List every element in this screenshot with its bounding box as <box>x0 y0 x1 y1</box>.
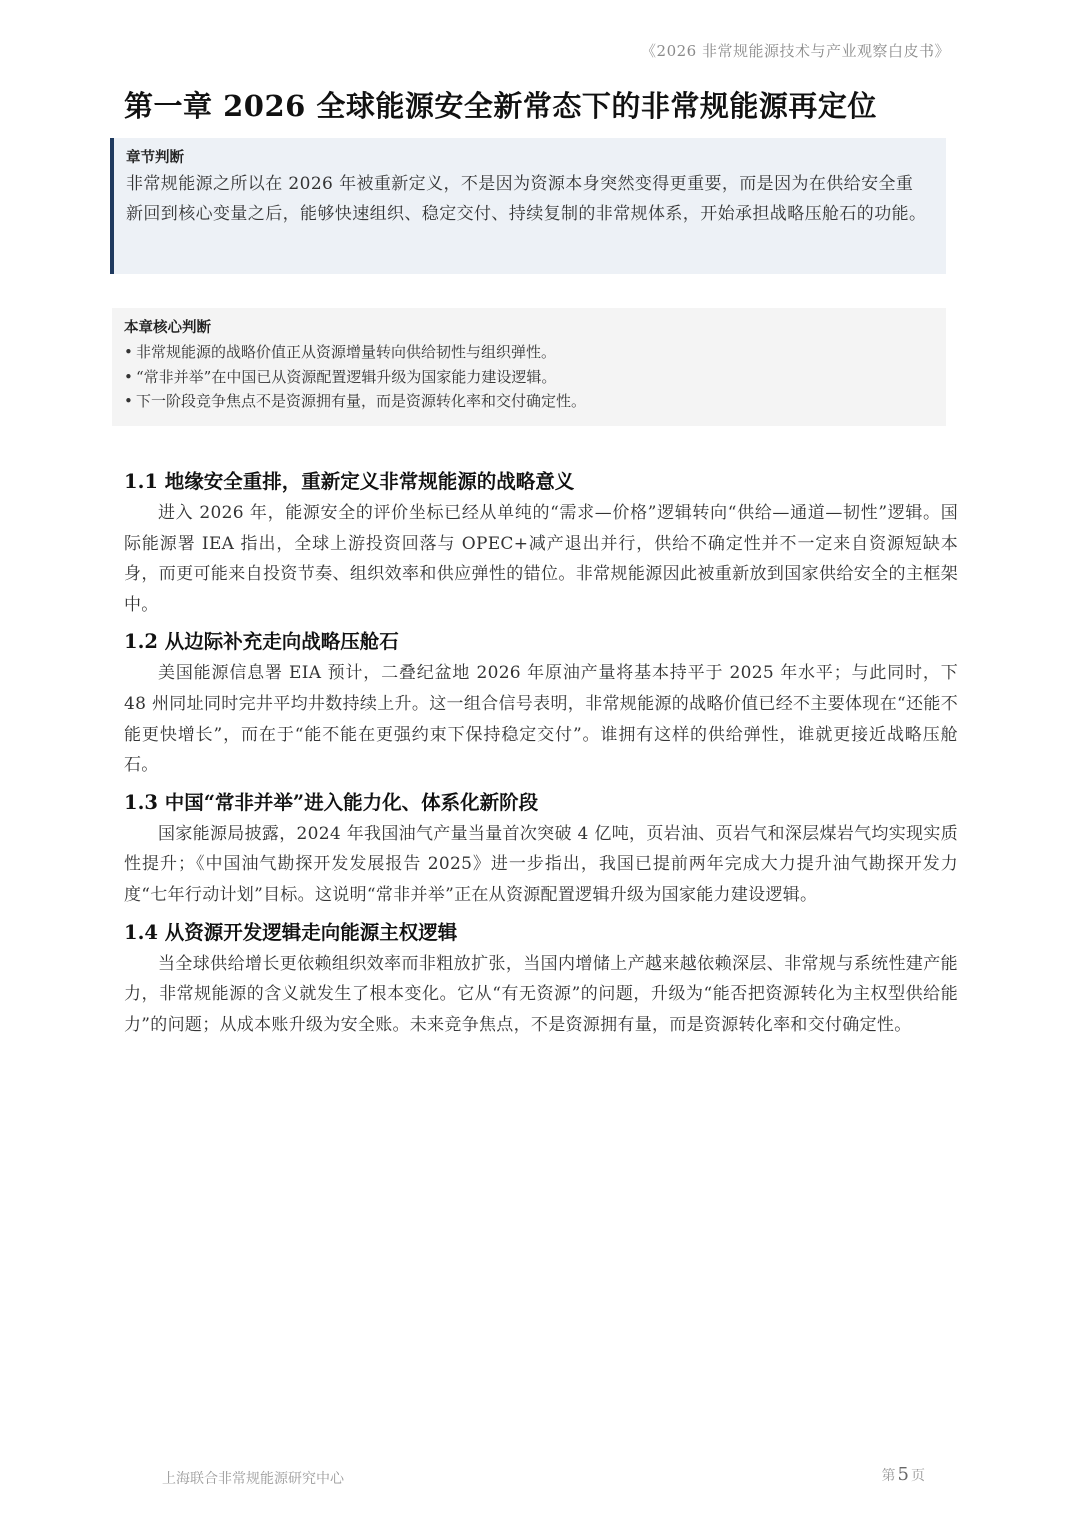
core-judgment-text: 非常规能源的战略价值正从资源增量转向供给韧性与组织弹性。 <box>136 343 557 361</box>
core-judgment-item <box>124 340 928 365</box>
chapter-judgment-callout <box>110 138 946 274</box>
chapter-judgment-title: 章节判断 <box>126 149 184 166</box>
section-heading: 1.3 中国“常非并举”进入能力化、体系化新阶段 <box>124 790 539 814</box>
bullet-icon: • <box>124 367 133 386</box>
core-judgments-list <box>124 340 928 414</box>
page-prefix: 第 <box>881 1468 896 1484</box>
running-header-title: 《2026 非常规能源技术与产业观察白皮书》 <box>641 42 950 60</box>
section-1-3 <box>124 787 958 911</box>
page-number: 5 <box>897 1464 909 1485</box>
core-judgment-text: 下一阶段竞争焦点不是资源拥有量，而是资源转化率和交付确定性。 <box>136 392 587 410</box>
section-body: 国家能源局披露，2024 年我国油气产量当量首次突破 4 亿吨，页岩油、页岩气和深层煤岩气均实现实质性提升；《中国油气勘探开发发展报告 2025》进一步指出，我国已提前两年完成大力提升油气勘探开发力度“七年行动计划”目标。这说明“常非并举”正在从资源配置逻辑升级为国家能力建设逻辑。 <box>124 823 958 905</box>
footer-organization: 上海联合非常规能源研究中心 <box>162 1471 344 1487</box>
section-heading: 1.2 从边际补充走向战略压舱石 <box>124 630 399 654</box>
chapter-judgment-text: 非常规能源之所以在 2026 年被重新定义，不是因为资源本身突然变得更重要，而是因为在供给安全重新回到核心变量之后，能够快速组织、稳定交付、持续复制的非常规体系，开始承担战略压舱石的功能。 <box>126 174 927 224</box>
core-judgment-item <box>124 365 928 390</box>
bullet-icon: • <box>124 343 133 361</box>
section-1-4 <box>124 917 958 1041</box>
section-heading: 1.4 从资源开发逻辑走向能源主权逻辑 <box>124 920 458 944</box>
section-heading: 1.1 地缘安全重排，重新定义非常规能源的战略意义 <box>124 470 575 493</box>
section-body: 当全球供给增长更依赖组织效率而非粗放扩张，当国内增储上产越来越依赖深层、非常规与系统性建产能力，非常规能源的含义就发生了根本变化。它从“有无资源”的问题，升级为“能否把资源转化为主权型供给能力”的问题；从成本账升级为安全账。未来竞争焦点，不是资源拥有量，而是资源转化率和交付确定性。 <box>124 953 958 1035</box>
core-judgment-text: “常非并举”在中国已从资源配置逻辑升级为国家能力建设逻辑。 <box>136 367 557 386</box>
core-judgments-callout <box>112 308 946 426</box>
bullet-icon: • <box>124 392 133 410</box>
section-1-1 <box>124 466 958 620</box>
chapter-content <box>124 466 958 1046</box>
page-suffix: 页 <box>911 1468 925 1484</box>
section-1-2 <box>124 626 958 780</box>
chapter-title: 第一章 2026 全球能源安全新常态下的非常规能源再定位 <box>124 89 877 123</box>
footer-page-indicator <box>882 1464 925 1485</box>
core-judgment-item <box>124 389 928 414</box>
section-body: 美国能源信息署 EIA 预计，二叠纪盆地 2026 年原油产量将基本持平于 2025 年水平；与此同时，下 48 州同址同时完井平均井数持续上升。这一组合信号表明，非常规能源的战略价值已经不主要体现在“还能不能更快增长”，而在于“能不能在更强约束下保持稳定交付”。谁拥有这样的供给弹性，谁就更接近战略压舱石。 <box>124 663 958 776</box>
section-body: 进入 2026 年，能源安全的评价坐标已经从单纯的“需求—价格”逻辑转向“供给—通道—韧性”逻辑。国际能源署 IEA 指出，全球上游投资回落与 OPEC+减产退出并行，供给不确定性并不一定来自资源短缺本身，而更可能来自投资节奏、组织效率和供应弹性的错位。非常规能源因此被重新放到国家供给安全的主框架中。 <box>124 503 958 615</box>
core-judgments-title: 本章核心判断 <box>124 319 211 336</box>
